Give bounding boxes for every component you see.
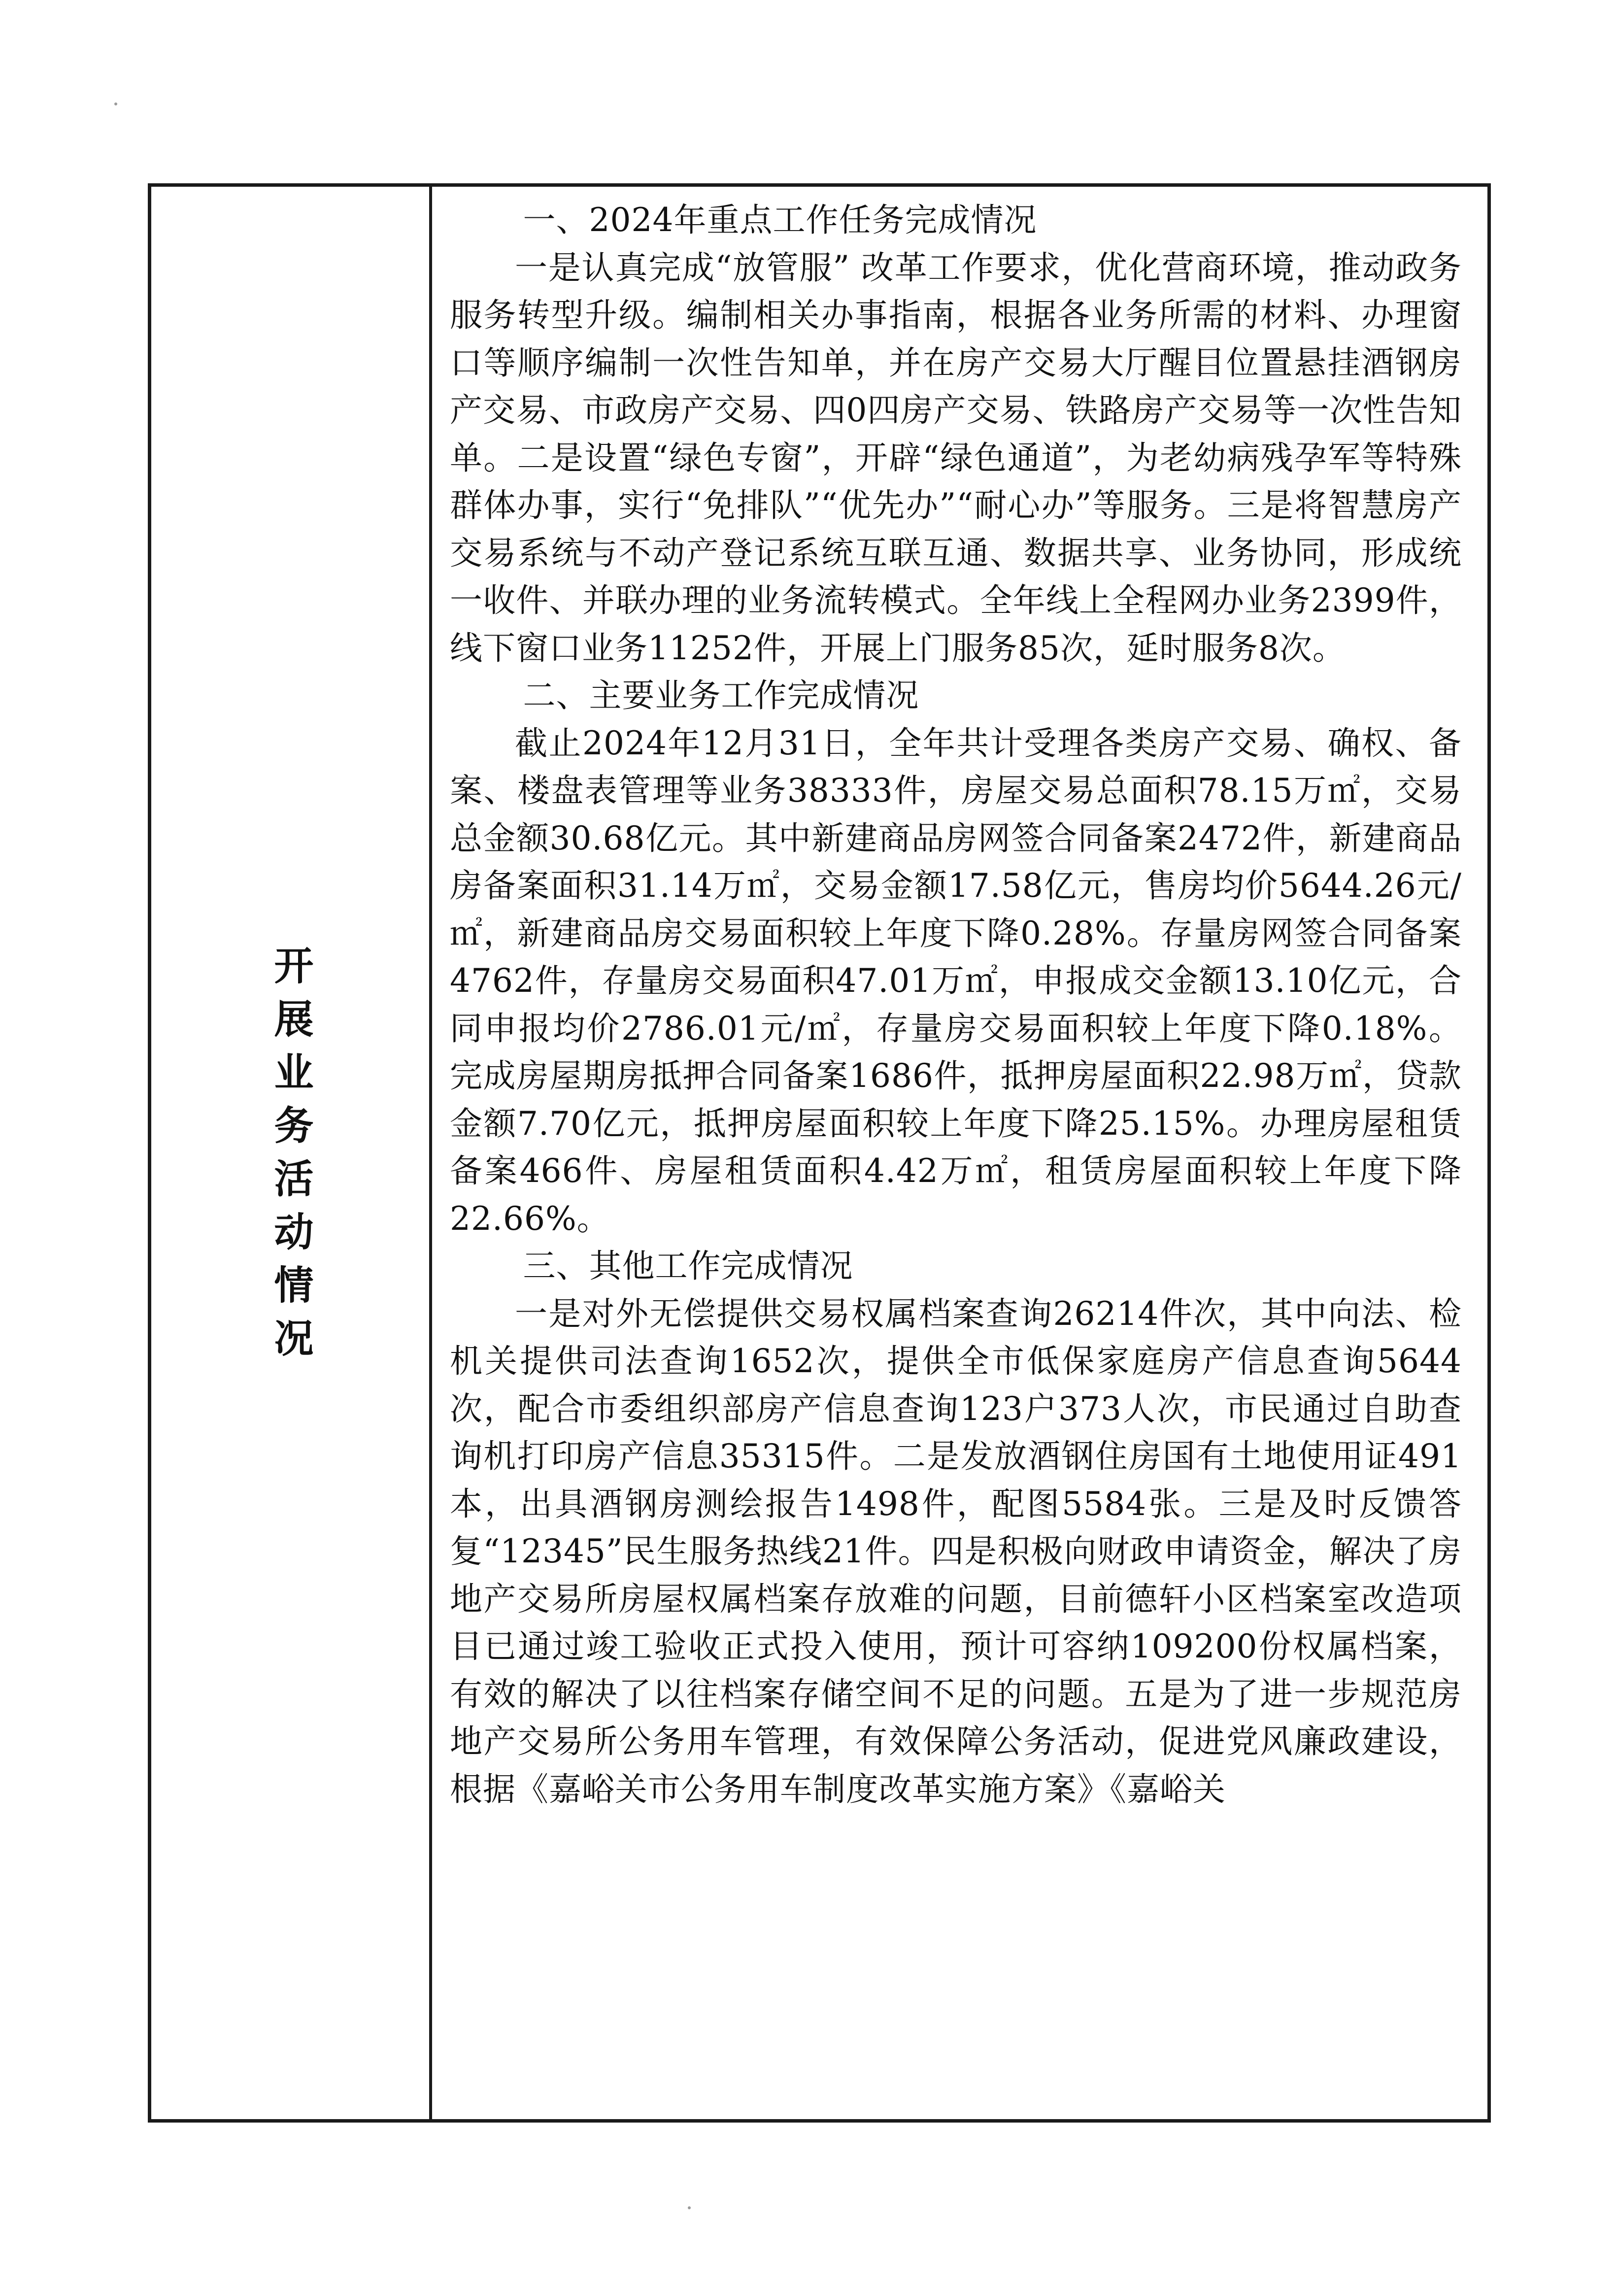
section-heading-other-work: 三、其他工作完成情况 (523, 1247, 853, 1285)
section-label: 开展业务活动情况 (268, 945, 313, 1371)
scan-speck (114, 102, 117, 105)
paragraph-other-work: 一是对外无偿提供交易权属档案查询26214件次，其中向法、检机关提供司法查询1652次，提供全市低保家庭房产信息查询5644次，配合市委组织部房产信息查询123户373人次，市民通过自助查询机打印房产信息35315件。二是发放酒钢住房国有土地使用证491本，出具酒钢房测绘报告1498件，配图5584张。三是及时反馈答复“12345”民生服务热线21件。四是积极向财政申请资金，解决了房地产交易所房屋权属档案存放难的问题，目前德轩小区档案室改造项目已通过竣工验收正式投入使用，预计可容纳109200份权属档案，有效的解决了以往档案存储空间不足的问题。五是为了进一步规范房地产交易所公务用车管理，有效保障公务活动，促进党风廉政建设，根据《嘉峪关市公务用车制度改革实施方案》《嘉峪关 (450, 1294, 1462, 1808)
label-cell (151, 187, 432, 2119)
report-table (148, 183, 1491, 2123)
paragraph-main-business: 截止2024年12月31日，全年共计受理各类房产交易、确权、备案、楼盘表管理等业务38333件，房屋交易总面积78.15万㎡，交易总金额30.68亿元。其中新建商品房网签合同备案2472件，新建商品房备案面积31.14万㎡，交易金额17.58亿元，售房均价5644.26元/㎡，新建商品房交易面积较上年度下降0.28%。存量房网签合同备案4762件，存量房交易面积47.01万㎡，申报成交金额13.10亿元，合同申报均价2786.01元/㎡，存量房交易面积较上年度下降0.18%。完成房屋期房抵押合同备案1686件，抵押房屋面积22.98万㎡，贷款金额7.70亿元，抵押房屋面积较上年度下降25.15%。办理房屋租赁备案466件、房屋租赁面积4.42万㎡，租赁房屋面积较上年度下降22.66%。 (450, 724, 1462, 1238)
content-cell (432, 187, 1487, 2119)
paragraph-key-tasks: 一是认真完成“放管服” 改革工作要求，优化营商环境，推动政务服务转型升级。编制相关办事指南，根据各业务所需的材料、办理窗口等顺序编制一次性告知单，并在房产交易大厅醒目位置悬挂酒钢房产交易、市政房产交易、四0四房产交易、铁路房产交易等一次性告知单。二是设置“绿色专窗”，开辟“绿色通道”，为老幼病残孕军等特殊群体办事，实行“免排队”“优先办”“耐心办”等服务。三是将智慧房产交易系统与不动产登记系统互联互通、数据共享、业务协同，形成统一收件、并联办理的业务流转模式。全年线上全程网办业务2399件，线下窗口业务11252件，开展上门服务85次，延时服务8次。 (450, 248, 1462, 667)
scan-speck (688, 2206, 691, 2209)
section-heading-key-tasks: 一、2024年重点工作任务完成情况 (523, 201, 1037, 239)
section-heading-main-business: 二、主要业务工作完成情况 (523, 676, 919, 714)
